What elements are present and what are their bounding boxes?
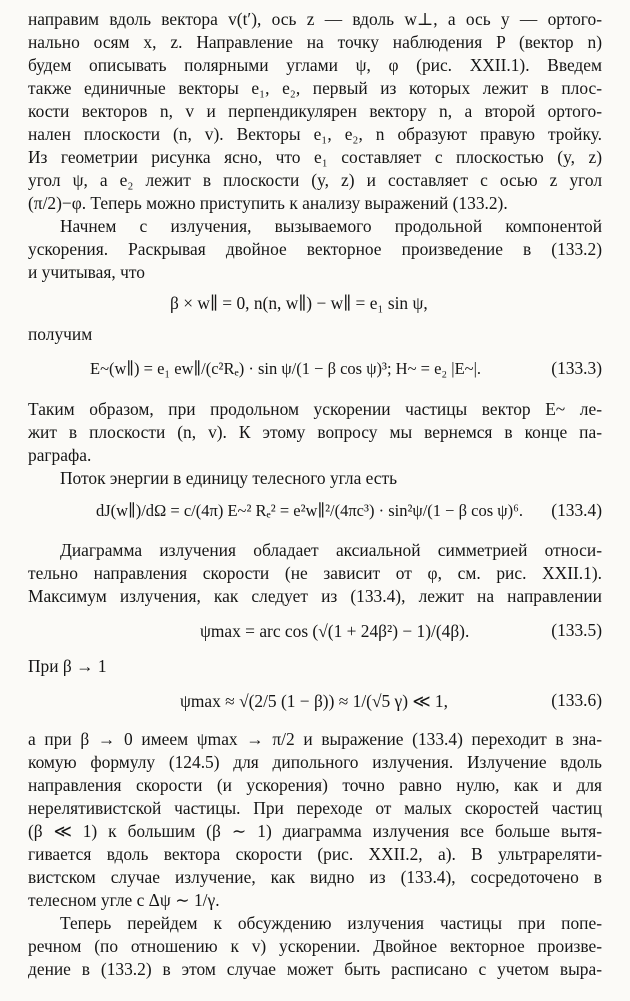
text-line: вистском случае излучение, как видно из (133.4), сосредоточено в [28, 867, 602, 887]
paragraph-first-line: Начнем с излучения, вызываемого продольной компонентой [60, 216, 602, 236]
paragraph-first-line: Поток энергии в единицу телесного угла есть [60, 468, 398, 488]
text-line: жит в плоскости (n, v). К этому вопросу мы вернемся в конце па- [28, 422, 602, 442]
text-line: комую формулу (124.5) для дипольного излучения. Излучение вдоль [28, 752, 602, 772]
text-line: направим вдоль вектора v(t′), ось z — вдоль w⊥, а ось y — ортого- [28, 9, 602, 29]
text-line: и учитывая, что [28, 262, 145, 282]
text-line: гивается вдоль вектора скорости (рис. XXII.2, a). В ультрареляти- [28, 844, 602, 864]
formula-cross-product: β × w∥ = 0, n(n, w∥) − w∥ = e₁ sin ψ, [170, 293, 428, 313]
text-line: Таким образом, при продольном ускорении частицы вектор E~ ле- [28, 399, 602, 419]
text-line: будем описывать полярными углами ψ, φ (рис. XXII.1). Введем [28, 55, 602, 75]
text-line: нерелятивистской частицы. При переходе от малых скоростей частиц [28, 798, 602, 818]
paragraph-first-line: Теперь перейдем к обсуждению излучения частицы при попе- [60, 913, 602, 933]
formula-133-6: ψmax ≈ √(2/5 (1 − β)) ≈ 1/(√5 γ) ≪ 1, [180, 691, 448, 711]
text-line: а при β → 0 имеем ψmax → π/2 и выражение (133.4) переходит в зна- [28, 729, 602, 749]
text-line: При β → 1 [28, 656, 107, 676]
equation-number: (133.6) [551, 690, 602, 710]
text-line: Из геометрии рисунка ясно, что e₁ составляет с плоскостью (y, z) [28, 147, 602, 167]
text-line: ускорения. Раскрывая двойное векторное произведение в (133.2) [28, 239, 602, 259]
text-line: телесном угле с Δψ ∼ 1/γ. [28, 890, 220, 910]
equation-number: (133.5) [551, 620, 602, 640]
text-line: тельно направления скорости (не зависит от φ, см. рис. XXII.1). [28, 563, 602, 583]
formula-133-4: dJ(w∥)/dΩ = c/(4π) E~² Rₑ² = e²w∥²/(4πc³) · sin²ψ/(1 − β cos ψ)⁶. [96, 501, 523, 520]
text-line: также единичные векторы e₁, e₂, первый из которых лежит в плос- [28, 78, 602, 98]
text-line: угол ψ, а e₂ лежит в плоскости (y, z) и составляет с осью z угол [28, 170, 602, 190]
text-line: получим [28, 324, 93, 344]
text-line: речном (по отношению к v) ускорении. Двойное векторное произве- [28, 936, 602, 956]
text-line: нален плоскости (n, v). Векторы e₁, e₂, n образуют правую тройку. [28, 124, 602, 144]
text-line: раграфа. [28, 445, 92, 465]
text-line: направления скорости (и ускорения) точно равно нулю, как и для [28, 775, 602, 795]
formula-133-5: ψmax = arc cos (√(1 + 24β²) − 1)/(4β). [200, 621, 470, 641]
paragraph-first-line: Диаграмма излучения обладает аксиальной симметрией относи- [60, 540, 602, 560]
text-line: (π/2)−φ. Теперь можно приступить к анализу выражений (133.2). [28, 193, 508, 213]
formula-133-3: E~(w∥) = e₁ ew∥/(c²Rₑ) · sin ψ/(1 − β cos ψ)³; H~ = e₂ |E~|. [90, 359, 482, 378]
text-line: Максимум излучения, как следует из (133.4), лежит на направлении [28, 586, 602, 606]
equation-number: (133.3) [551, 358, 602, 378]
text-line: кости векторов n, v и перпендикулярен вектору n, а второй ортого- [28, 101, 602, 121]
equation-number: (133.4) [551, 500, 602, 520]
text-line: (β ≪ 1) к большим (β ∼ 1) диаграмма излучения все больше вытя- [28, 821, 602, 841]
text-line: нально осям x, z. Направление на точку наблюдения P (вектор n) [28, 32, 602, 52]
text-line: дение в (133.2) в этом случае может быть расписано с учетом выра- [28, 959, 602, 979]
